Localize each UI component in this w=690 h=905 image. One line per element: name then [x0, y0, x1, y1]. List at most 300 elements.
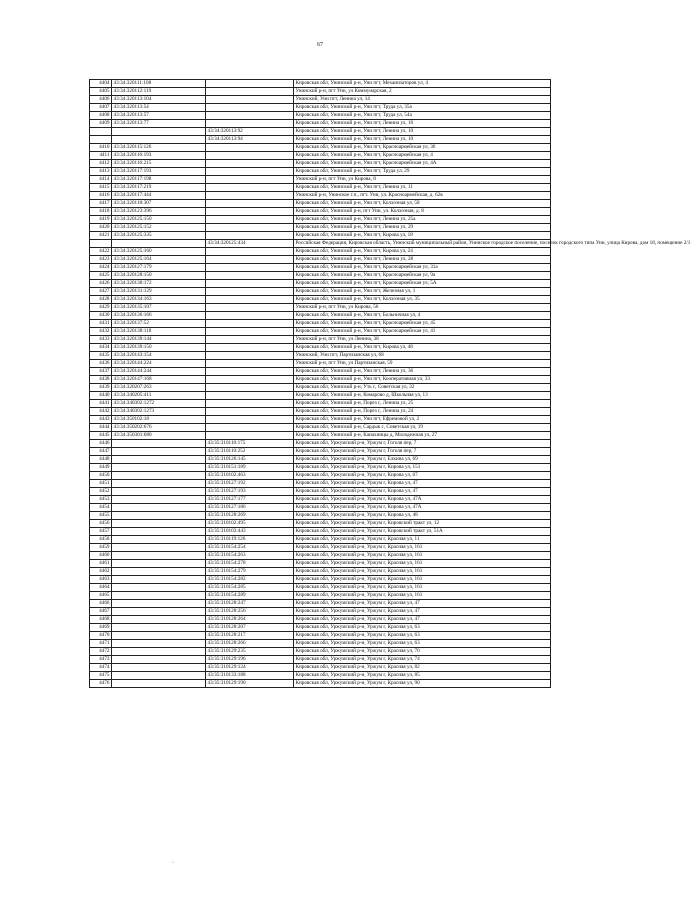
address: Унинский р-н, пгт Уни, ул Кирова, 8 [294, 176, 551, 184]
row-number: 4459 [90, 544, 112, 552]
address: Кировская обл, Унинский р-н, Сардык с, Советская ул, 19 [294, 424, 551, 432]
row-number: 4447 [90, 448, 112, 456]
address: Кировская обл, Унинский р-н, Уни пгт, Кирова ул, 24 [294, 248, 551, 256]
new-cadastral-number [206, 368, 294, 376]
old-cadastral-number [112, 672, 206, 680]
row-number: 4458 [90, 536, 112, 544]
row-number: 4404 [90, 80, 112, 88]
address: Кировская обл, Уржумский р-н, Уржум г, Кирова ул, 47 [294, 488, 551, 496]
row-number: 4435 [90, 352, 112, 360]
new-cadastral-number [206, 96, 294, 104]
table-row [90, 264, 551, 272]
table-row [90, 120, 551, 128]
table-row [90, 136, 551, 144]
new-cadastral-number [206, 232, 294, 240]
address: Кировская обл, Унинский р-н, Комарово д, Школьная ул, 13 [294, 392, 551, 400]
address: Кировская обл, Уржумский р-н, Уржум г, Красная ул, 161 [294, 568, 551, 576]
table-row [90, 328, 551, 336]
address: Унинский р-н, пгт Уни, ул Ленина, 38 [294, 336, 551, 344]
old-cadastral-number [112, 480, 206, 488]
table-row [90, 192, 551, 200]
table-row [90, 680, 551, 688]
address: Кировская обл, Унинский р-н, Уни пгт, Труда ул, 29 [294, 168, 551, 176]
new-cadastral-number: 43:34:320113:94 [206, 136, 294, 144]
table-row [90, 656, 551, 664]
address: Кировская обл, Унинский р-н, Уни пгт, Красноармейская ул, 4А [294, 160, 551, 168]
row-number: 4446 [90, 440, 112, 448]
address: Унинский р-н, Унинское г.п., пгт. Уни, ул. Красноармейская, д. 62в [294, 192, 551, 200]
address: Кировская обл, Унинский р-н, Уни пгт, Больничная ул, 4 [294, 312, 551, 320]
new-cadastral-number [206, 192, 294, 200]
row-number: 4473 [90, 656, 112, 664]
old-cadastral-number: 43:34:320139:144 [112, 336, 206, 344]
address: Кировская обл, Унинский р-н, Уни пгт, Ленина ул, 29 [294, 224, 551, 232]
row-number: 4441 [90, 400, 112, 408]
new-cadastral-number: 43:35:310154:278 [206, 560, 294, 568]
row-number: 4410 [90, 144, 112, 152]
old-cadastral-number: 43:34:320127:179 [112, 264, 206, 272]
table-row [90, 520, 551, 528]
address: Кировская обл, Унинский р-н, пгт Уни, ул. Колхозная, д. 8 [294, 208, 551, 216]
row-number: 4424 [90, 264, 112, 272]
old-cadastral-number: 43:34:320125:164 [112, 256, 206, 264]
row-number: 4412 [90, 160, 112, 168]
new-cadastral-number [206, 360, 294, 368]
address: Кировская обл, Уржумский р-н, Уржум г, Кирова ул, 47 [294, 480, 551, 488]
address: Кировская обл, Унинский р-н, Уни пгт, Ленина ул, 28 [294, 256, 551, 264]
table-row [90, 560, 551, 568]
new-cadastral-number [206, 408, 294, 416]
row-number: 4405 [90, 88, 112, 96]
table-row [90, 432, 551, 440]
table-row [90, 144, 551, 152]
table-row [90, 488, 551, 496]
row-number: 4422 [90, 248, 112, 256]
new-cadastral-number: 43:35:310128:269 [206, 512, 294, 520]
table-row [90, 608, 551, 616]
table-row [90, 472, 551, 480]
new-cadastral-number: 43:35:310119:126 [206, 536, 294, 544]
table-row [90, 536, 551, 544]
address: Кировская обл, Уржумский р-н, Уржум г, Красная ул, 85 [294, 672, 551, 680]
table-row [90, 448, 551, 456]
address: Кировская обл, Унинский р-н, Уни пгт, Кооперативная ул, 33 [294, 376, 551, 384]
old-cadastral-number: 43:34:320137:52 [112, 320, 206, 328]
address: Кировская обл, Уржумский р-н, Уржум г, Красная ул, 63 [294, 640, 551, 648]
old-cadastral-number [112, 488, 206, 496]
table-row [90, 624, 551, 632]
old-cadastral-number: 43:34:320115:126 [112, 144, 206, 152]
table-row [90, 496, 551, 504]
old-cadastral-number: 43:34:320117:193 [112, 168, 206, 176]
new-cadastral-number [206, 416, 294, 424]
row-number: 4465 [90, 592, 112, 600]
row-number [90, 240, 112, 248]
address: Кировская обл, Унинский р-н, Уни пгт, Колхозная ул, 35 [294, 296, 551, 304]
table-row [90, 528, 551, 536]
row-number: 4409 [90, 120, 112, 128]
row-number: 4472 [90, 648, 112, 656]
old-cadastral-number [112, 664, 206, 672]
new-cadastral-number [206, 400, 294, 408]
address: Унинский, Уни пгт, Партизанская ул, 68 [294, 352, 551, 360]
address: Кировская обл, Уржумский р-н, Уржум г, Красная ул, 161 [294, 560, 551, 568]
new-cadastral-number [206, 200, 294, 208]
footer-mark: · [172, 860, 174, 866]
table-row [90, 232, 551, 240]
address: Кировская обл, Уржумский р-н, Уржум г, Красная ул, 161 [294, 584, 551, 592]
row-number [90, 128, 112, 136]
row-number: 4474 [90, 664, 112, 672]
old-cadastral-number: 43:34:350102:18 [112, 416, 206, 424]
table-row [90, 288, 551, 296]
row-number: 4434 [90, 344, 112, 352]
address: Кировская обл, Унинский р-н, Уни пгт, Колхозная ул, 58 [294, 200, 551, 208]
new-cadastral-number: 43:35:310129:190 [206, 680, 294, 688]
new-cadastral-number [206, 176, 294, 184]
old-cadastral-number [112, 512, 206, 520]
address: Кировская обл, Унинский р-н, Уть с, Советская ул, 32 [294, 384, 551, 392]
old-cadastral-number [112, 560, 206, 568]
old-cadastral-number: 43:34:320125:152 [112, 224, 206, 232]
table-row [90, 360, 551, 368]
row-number: 4461 [90, 560, 112, 568]
row-number: 4455 [90, 512, 112, 520]
address: Кировская обл, Унинский р-н, Уни пгт, Труда ул, 54а [294, 112, 551, 120]
new-cadastral-number: 43:35:310133:188 [206, 672, 294, 680]
table-row [90, 352, 551, 360]
new-cadastral-number [206, 376, 294, 384]
address: Кировская обл, Уржумский р-н, Уржум г, Кирова ул, 47А [294, 504, 551, 512]
row-number: 4468 [90, 616, 112, 624]
address: Кировская обл, Унинский р-н, Уни пгт, Кирова ул, 18 [294, 232, 551, 240]
old-cadastral-number: 43:34:320134:163 [112, 296, 206, 304]
row-number: 4448 [90, 456, 112, 464]
new-cadastral-number [206, 424, 294, 432]
old-cadastral-number: 43:34:320131:129 [112, 288, 206, 296]
address: Кировская обл, Уржумский р-н, Уржум г, Красная ул, 63 [294, 624, 551, 632]
address: Кировская обл, Уржумский р-н, Уржум г, Красная ул, 63 [294, 632, 551, 640]
new-cadastral-number [206, 304, 294, 312]
old-cadastral-number: 43:34:320125:335 [112, 232, 206, 240]
old-cadastral-number: 43:34:350202:676 [112, 424, 206, 432]
table-row [90, 376, 551, 384]
new-cadastral-number: 43:35:310129:196 [206, 656, 294, 664]
new-cadastral-number: 43:35:310154:254 [206, 544, 294, 552]
table-row [90, 456, 551, 464]
address: Кировская обл, Унинский р-н, Порез с, Ленина ул, 24 [294, 408, 551, 416]
row-number: 4450 [90, 472, 112, 480]
address: Кировская обл, Унинский р-н, Уни пгт, Ефремовой ул, 2 [294, 416, 551, 424]
old-cadastral-number [112, 496, 206, 504]
row-number: 4430 [90, 312, 112, 320]
row-number: 4443 [90, 416, 112, 424]
address: Кировская обл, Унинский р-н, Уни пгт, Красноармейская ул, 36 [294, 144, 551, 152]
table-row [90, 648, 551, 656]
address: Кировская обл, Уржумский р-н, Уржум г, Кировский тракт ул, 51А [294, 528, 551, 536]
row-number: 4453 [90, 496, 112, 504]
address: Унинский р-н, пгт Уни, ул Коммунарская, 2 [294, 88, 551, 96]
row-number: 4426 [90, 280, 112, 288]
new-cadastral-number [206, 264, 294, 272]
row-number: 4451 [90, 480, 112, 488]
address: Кировская обл, Уржумский р-н, Уржум г, Гоголя пер, 7 [294, 448, 551, 456]
table-row [90, 152, 551, 160]
row-number: 4449 [90, 464, 112, 472]
new-cadastral-number: 43:35:310154:285 [206, 584, 294, 592]
row-number: 4475 [90, 672, 112, 680]
row-number: 4442 [90, 408, 112, 416]
table-row [90, 96, 551, 104]
row-number: 4411 [90, 152, 112, 160]
row-number: 4420 [90, 224, 112, 232]
table-row [90, 104, 551, 112]
address: Кировская обл, Уржумский р-н, Уржум г, Красная ул, 161 [294, 552, 551, 560]
row-number: 4471 [90, 640, 112, 648]
address: Кировская обл, Уржумский р-н, Уржум г, Красная ул, 74 [294, 656, 551, 664]
old-cadastral-number: 43:34:320143:154 [112, 352, 206, 360]
row-number: 4466 [90, 600, 112, 608]
old-cadastral-number [112, 600, 206, 608]
table-row [90, 392, 551, 400]
new-cadastral-number [206, 144, 294, 152]
old-cadastral-number: 43:34:320138:118 [112, 328, 206, 336]
old-cadastral-number: 43:34:320113:54 [112, 104, 206, 112]
old-cadastral-number [112, 584, 206, 592]
address: Кировская обл, Унинский р-н, Уни пгт, Механизаторов ул, 4 [294, 80, 551, 88]
row-number [90, 136, 112, 144]
new-cadastral-number: 43:34:320113:92 [206, 128, 294, 136]
new-cadastral-number [206, 288, 294, 296]
row-number: 4437 [90, 368, 112, 376]
table-row [90, 632, 551, 640]
old-cadastral-number: 43:34:320125:150 [112, 216, 206, 224]
new-cadastral-number [206, 328, 294, 336]
row-number: 4462 [90, 568, 112, 576]
old-cadastral-number: 43:34:320116:215 [112, 160, 206, 168]
old-cadastral-number: 43:34:320117:198 [112, 176, 206, 184]
new-cadastral-number: 43:35:310154:263 [206, 552, 294, 560]
table-row [90, 168, 551, 176]
row-number: 4470 [90, 632, 112, 640]
new-cadastral-number [206, 248, 294, 256]
address: Кировская обл, Унинский р-н, Уни пгт, Ленина ул, 11 [294, 184, 551, 192]
address: Кировская обл, Унинский р-н, Уни пгт, Ленина ул, 25а [294, 216, 551, 224]
row-number: 4408 [90, 112, 112, 120]
old-cadastral-number [112, 536, 206, 544]
page-number: 67 [317, 42, 323, 48]
new-cadastral-number: 43:35:310127:193 [206, 488, 294, 496]
old-cadastral-number [112, 568, 206, 576]
address: Кировская обл, Уржумский р-н, Уржум г, Кирова ул, 47А [294, 496, 551, 504]
new-cadastral-number [206, 208, 294, 216]
old-cadastral-number [112, 440, 206, 448]
new-cadastral-number: 43:34:320125:434 [206, 240, 294, 248]
new-cadastral-number: 43:35:310127:177 [206, 496, 294, 504]
new-cadastral-number [206, 384, 294, 392]
table-row [90, 88, 551, 96]
new-cadastral-number: 43:35:310128:247 [206, 600, 294, 608]
table-row [90, 600, 551, 608]
row-number: 4428 [90, 296, 112, 304]
new-cadastral-number [206, 216, 294, 224]
address: Кировская обл, Унинский р-н, Уни пгт, Красноармейская ул, 4 [294, 152, 551, 160]
table-row [90, 256, 551, 264]
address: Кировская обл, Уржумский р-н, Уржум г, Кирова ул, 67 [294, 472, 551, 480]
new-cadastral-number: 43:35:310127:192 [206, 480, 294, 488]
address: Кировская обл, Унинский р-н, Уни пгт, Ленина ул, 36 [294, 368, 551, 376]
address: Российская Федерация, Кировская область, Унинский муниципальный район, Унинское городское поселение, поселок городского типа Уни, улица Кирова, дом 18, помещение 2/1 [295, 240, 690, 246]
new-cadastral-number [206, 112, 294, 120]
row-number: 4425 [90, 272, 112, 280]
address: Кировская обл, Унинский р-н, Уни пгт, Красноармейская ул, 5А [294, 280, 551, 288]
new-cadastral-number [206, 224, 294, 232]
row-number: 4432 [90, 328, 112, 336]
address: Кировская обл, Унинский р-н, Уни пгт, Труда ул, 35а [294, 104, 551, 112]
old-cadastral-number [112, 456, 206, 464]
old-cadastral-number: 43:34:320113:104 [112, 96, 206, 104]
row-number: 4423 [90, 256, 112, 264]
row-number: 4457 [90, 528, 112, 536]
row-number: 4418 [90, 208, 112, 216]
row-number: 4445 [90, 432, 112, 440]
table-row [90, 400, 551, 408]
new-cadastral-number [206, 296, 294, 304]
table-row [90, 616, 551, 624]
address: Кировская обл, Уржумский р-н, Уржум г, Красная ул, 161 [294, 592, 551, 600]
row-number: 4416 [90, 192, 112, 200]
table-row [90, 200, 551, 208]
old-cadastral-number [112, 608, 206, 616]
address: Кировская обл, Унинский р-н, Уни пгт, Ленина ул, 16 [294, 120, 551, 128]
table-row [90, 216, 551, 224]
old-cadastral-number [112, 592, 206, 600]
old-cadastral-number: 43:34:320130:172 [112, 280, 206, 288]
address: Кировская обл, Унинский р-н, Уни пгт, Красноармейская ул, 9а [294, 272, 551, 280]
address: Кировская обл, Уржумский р-н, Уржум г, Красная ул, 47 [294, 608, 551, 616]
old-cadastral-number [112, 624, 206, 632]
new-cadastral-number: 43:35:310129:124 [206, 664, 294, 672]
old-cadastral-number [112, 504, 206, 512]
old-cadastral-number [112, 464, 206, 472]
new-cadastral-number: 43:35:310103:443 [206, 528, 294, 536]
row-number: 4406 [90, 96, 112, 104]
new-cadastral-number: 43:35:310110:175 [206, 440, 294, 448]
row-number: 4438 [90, 376, 112, 384]
table-row [90, 272, 551, 280]
address: Кировская обл, Унинский р-н, Уни пгт, Ленина ул, 10 [294, 136, 551, 144]
old-cadastral-number: 43:34:320125:160 [112, 248, 206, 256]
new-cadastral-number: 43:35:310129:235 [206, 648, 294, 656]
old-cadastral-number: 43:34:320207:263 [112, 384, 206, 392]
new-cadastral-number [206, 256, 294, 264]
new-cadastral-number [206, 352, 294, 360]
table-row [90, 416, 551, 424]
old-cadastral-number [112, 528, 206, 536]
old-cadastral-number: 43:34:320112:119 [112, 88, 206, 96]
address: Кировская обл, Уржумский р-н, Уржум г, Красная ул, 47 [294, 600, 551, 608]
old-cadastral-number: 43:34:320147:168 [112, 376, 206, 384]
table-row [90, 280, 551, 288]
table-row [90, 664, 551, 672]
table-row [90, 552, 551, 560]
row-number: 4419 [90, 216, 112, 224]
table-row [90, 584, 551, 592]
old-cadastral-number: 43:34:340302:1273 [112, 408, 206, 416]
table-row [90, 296, 551, 304]
old-cadastral-number [112, 632, 206, 640]
old-cadastral-number: 43:34:320128:150 [112, 272, 206, 280]
old-cadastral-number: 43:34:320144:244 [112, 368, 206, 376]
table-row [90, 336, 551, 344]
new-cadastral-number: 43:35:310127:186 [206, 504, 294, 512]
old-cadastral-number [112, 680, 206, 688]
table-row [90, 160, 551, 168]
row-number: 4417 [90, 200, 112, 208]
row-number: 4460 [90, 552, 112, 560]
table-row [90, 592, 551, 600]
address: Кировская обл, Уржумский р-н, Уржум г, Красная ул, 161 [294, 544, 551, 552]
new-cadastral-number: 43:35:310128:256 [206, 608, 294, 616]
row-number: 4452 [90, 488, 112, 496]
table-row [90, 408, 551, 416]
registry-table [89, 79, 690, 688]
address: Кировская обл, Унинский р-н, Уни пгт, Железная ул, 1 [294, 288, 551, 296]
table-row [90, 128, 551, 136]
row-number: 4429 [90, 304, 112, 312]
old-cadastral-number: 43:34:320139:150 [112, 344, 206, 352]
old-cadastral-number: 43:34:320123:396 [112, 208, 206, 216]
new-cadastral-number [206, 392, 294, 400]
table-row [90, 304, 551, 312]
new-cadastral-number [206, 152, 294, 160]
row-number: 4463 [90, 576, 112, 584]
old-cadastral-number: 43:34:340302:1272 [112, 400, 206, 408]
table-row [90, 224, 551, 232]
old-cadastral-number [112, 656, 206, 664]
address: Кировская обл, Уржумский р-н, Уржум г, Кирова ул, 48 [294, 512, 551, 520]
old-cadastral-number: 43:34:320117:444 [112, 192, 206, 200]
table-row [90, 464, 551, 472]
address: Кировская обл, Унинский р-н, Уни пгт, Ленина ул, 10 [294, 128, 551, 136]
address: Кировская обл, Унинский р-н, Уни пгт, Красноармейская ул, 45 [294, 320, 551, 328]
row-number: 4421 [90, 232, 112, 240]
row-number: 4413 [90, 168, 112, 176]
table-row [90, 208, 551, 216]
address: Кировская обл, Уржумский р-н, Уржум г, Красная ул, 70 [294, 648, 551, 656]
new-cadastral-number [206, 312, 294, 320]
table-row [90, 344, 551, 352]
address: Кировская обл, Унинский р-н, Канахинцы д, Молодежная ул, 27 [294, 432, 551, 440]
old-cadastral-number [112, 472, 206, 480]
new-cadastral-number: 43:35:310128:217 [206, 632, 294, 640]
new-cadastral-number [206, 320, 294, 328]
old-cadastral-number [112, 520, 206, 528]
table-row [90, 640, 551, 648]
table-row [90, 576, 551, 584]
address: Кировская обл, Унинский р-н, Уни пгт, Красноармейская ул, 31а [294, 264, 551, 272]
old-cadastral-number [112, 616, 206, 624]
new-cadastral-number: 43:35:310154:289 [206, 592, 294, 600]
old-cadastral-number: 43:34:320118:307 [112, 200, 206, 208]
new-cadastral-number [206, 432, 294, 440]
new-cadastral-number [206, 160, 294, 168]
address: Кировская обл, Унинский р-н, Порез с, Ленина ул, 25 [294, 400, 551, 408]
table-row [90, 184, 551, 192]
table-row [90, 240, 551, 248]
old-cadastral-number: 43:34:320136:166 [112, 312, 206, 320]
new-cadastral-number: 43:35:310128:207 [206, 624, 294, 632]
